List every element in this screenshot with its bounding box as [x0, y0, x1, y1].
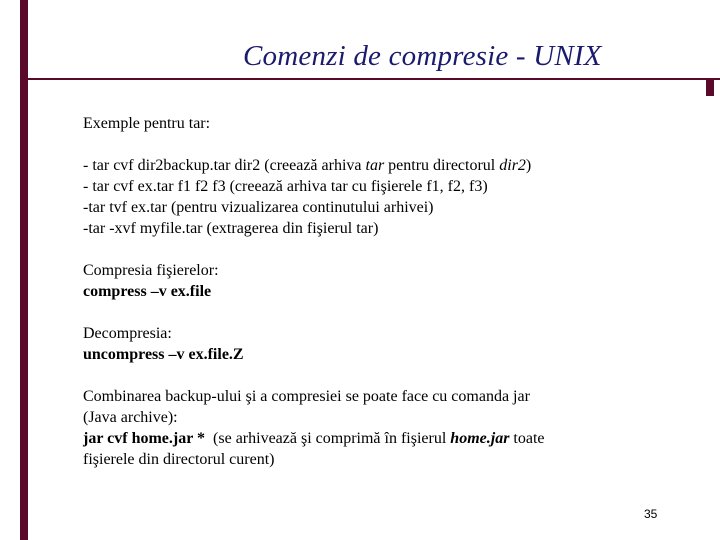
- tar-intro: Exemple pentru tar:: [83, 115, 211, 132]
- slide-title: Comenzi de compresie - UNIX: [243, 40, 602, 72]
- jar-line-4: fişierele din directorul curent): [83, 451, 275, 468]
- jar-line-1: Combinarea backup-ului şi a compresiei se poate face cu comanda jar: [83, 388, 530, 405]
- slide-body: [83, 113, 693, 470]
- compress-label: Compresia fişierelor:: [83, 262, 219, 279]
- decompress-label: Decompresia:: [83, 325, 172, 342]
- title-underline: [20, 78, 720, 80]
- tar-example-4: -tar -xvf myfile.tar (extragerea din fişierul tar): [83, 220, 379, 237]
- tar-example-2: - tar cvf ex.tar f1 f2 f3 (creează arhiva tar cu fişierele f1, f2, f3): [83, 178, 488, 195]
- tar-example-1: - tar cvf dir2backup.tar dir2 (creează arhiva tar pentru directorul dir2): [83, 157, 532, 174]
- left-accent-bar: [20, 0, 28, 540]
- jar-command: jar cvf home.jar *: [83, 430, 206, 447]
- jar-line-3: jar cvf home.jar * (se arhivează şi comprimă în fişierul home.jar toate: [83, 430, 545, 447]
- page-number: 35: [644, 507, 658, 521]
- right-accent-bar: [706, 78, 714, 96]
- tar-example-3: -tar tvf ex.tar (pentru vizualizarea continutului arhivei): [83, 199, 434, 216]
- decompress-command: uncompress –v ex.file.Z: [83, 346, 244, 363]
- compress-command: compress –v ex.file: [83, 283, 212, 300]
- jar-line-2: (Java archive):: [83, 409, 178, 426]
